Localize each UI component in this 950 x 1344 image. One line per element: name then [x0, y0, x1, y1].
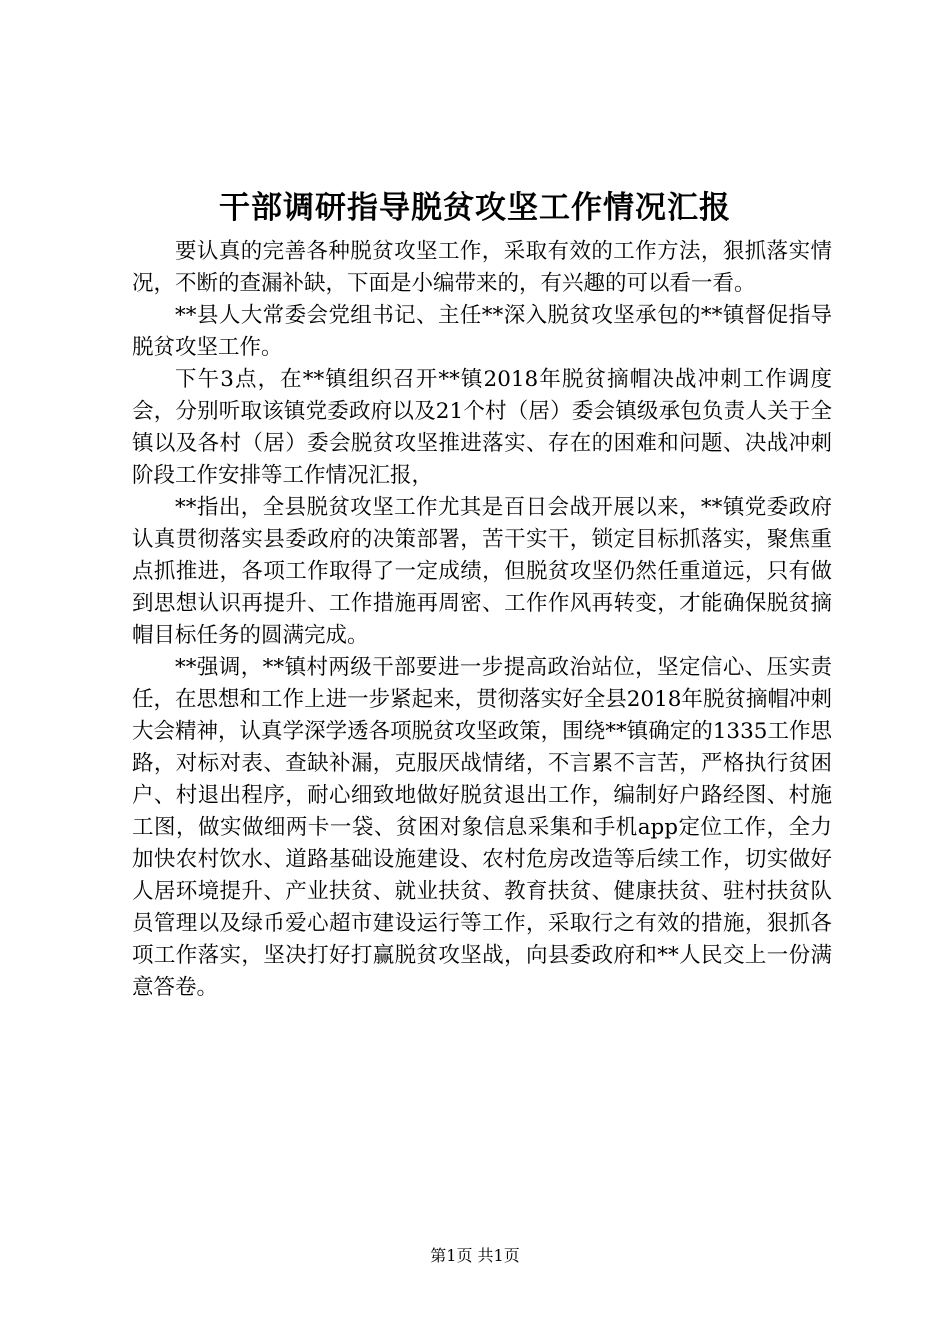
paragraph-remarks: **指出，全县脱贫攻坚工作尤其是百日会战开展以来，**镇党委政府认真贯彻落实县委政府的决策部署，苦干实干，锁定目标抓落实，聚焦重点抓推进，各项工作取得了一定成绩，但脱贫攻坚仍然任重道远，只有做到思想认识再提升、工作措施再周密、工作作风再转变，才能确保脱贫摘帽目标任务的圆满完成。	[132, 495, 832, 648]
paragraph-visit: **县人大常委会党组书记、主任**深入脱贫攻坚承包的**镇督促指导脱贫攻坚工作。	[132, 303, 832, 360]
paragraph-meeting: 下午3点，在**镇组织召开**镇2018年脱贫摘帽决战冲刺工作调度会，分别听取该镇党委政府以及21个村（居）委会镇级承包负责人关于全镇以及各村（居）委会脱贫攻坚推进落实、存在的困难和问题、决战冲刺阶段工作安排等工作情况汇报，	[132, 367, 832, 488]
paragraph-emphasis: **强调，**镇村两级干部要进一步提高政治站位，坚定信心、压实责任，在思想和工作上进一步紧起来，贯彻落实好全县2018年脱贫摘帽冲刺大会精神，认真学深学透各项脱贫攻坚政策，围绕**镇确定的1335工作思路，对标对表、查缺补漏，克服厌战情绪，不言累不言苦，严格执行贫困户、村退出程序，耐心细致地做好脱贫退出工作，编制好户路经图、村施工图，做实做细两卡一袋、贫困对象信息采集和手机app定位工作，全力加快农村饮水、道路基础设施建设、农村危房改造等后续工作，切实做好人居环境提升、产业扶贫、就业扶贫、教育扶贫、健康扶贫、驻村扶贫队员管理以及绿币爱心超市建设运行等工作，采取行之有效的措施，狠抓各项工作落实，坚决打好打赢脱贫攻坚战，向县委政府和**人民交上一份满意答卷。	[132, 655, 832, 1000]
document-title: 干部调研指导脱贫攻坚工作情况汇报	[219, 190, 731, 226]
page-footer: 第1页 共1页	[430, 1246, 520, 1265]
paragraph-intro: 要认真的完善各种脱贫攻坚工作，采取有效的工作方法，狠抓落实情况，不断的查漏补缺，下面是小编带来的，有兴趣的可以看一看。	[132, 239, 832, 296]
document-body	[132, 236, 832, 1004]
